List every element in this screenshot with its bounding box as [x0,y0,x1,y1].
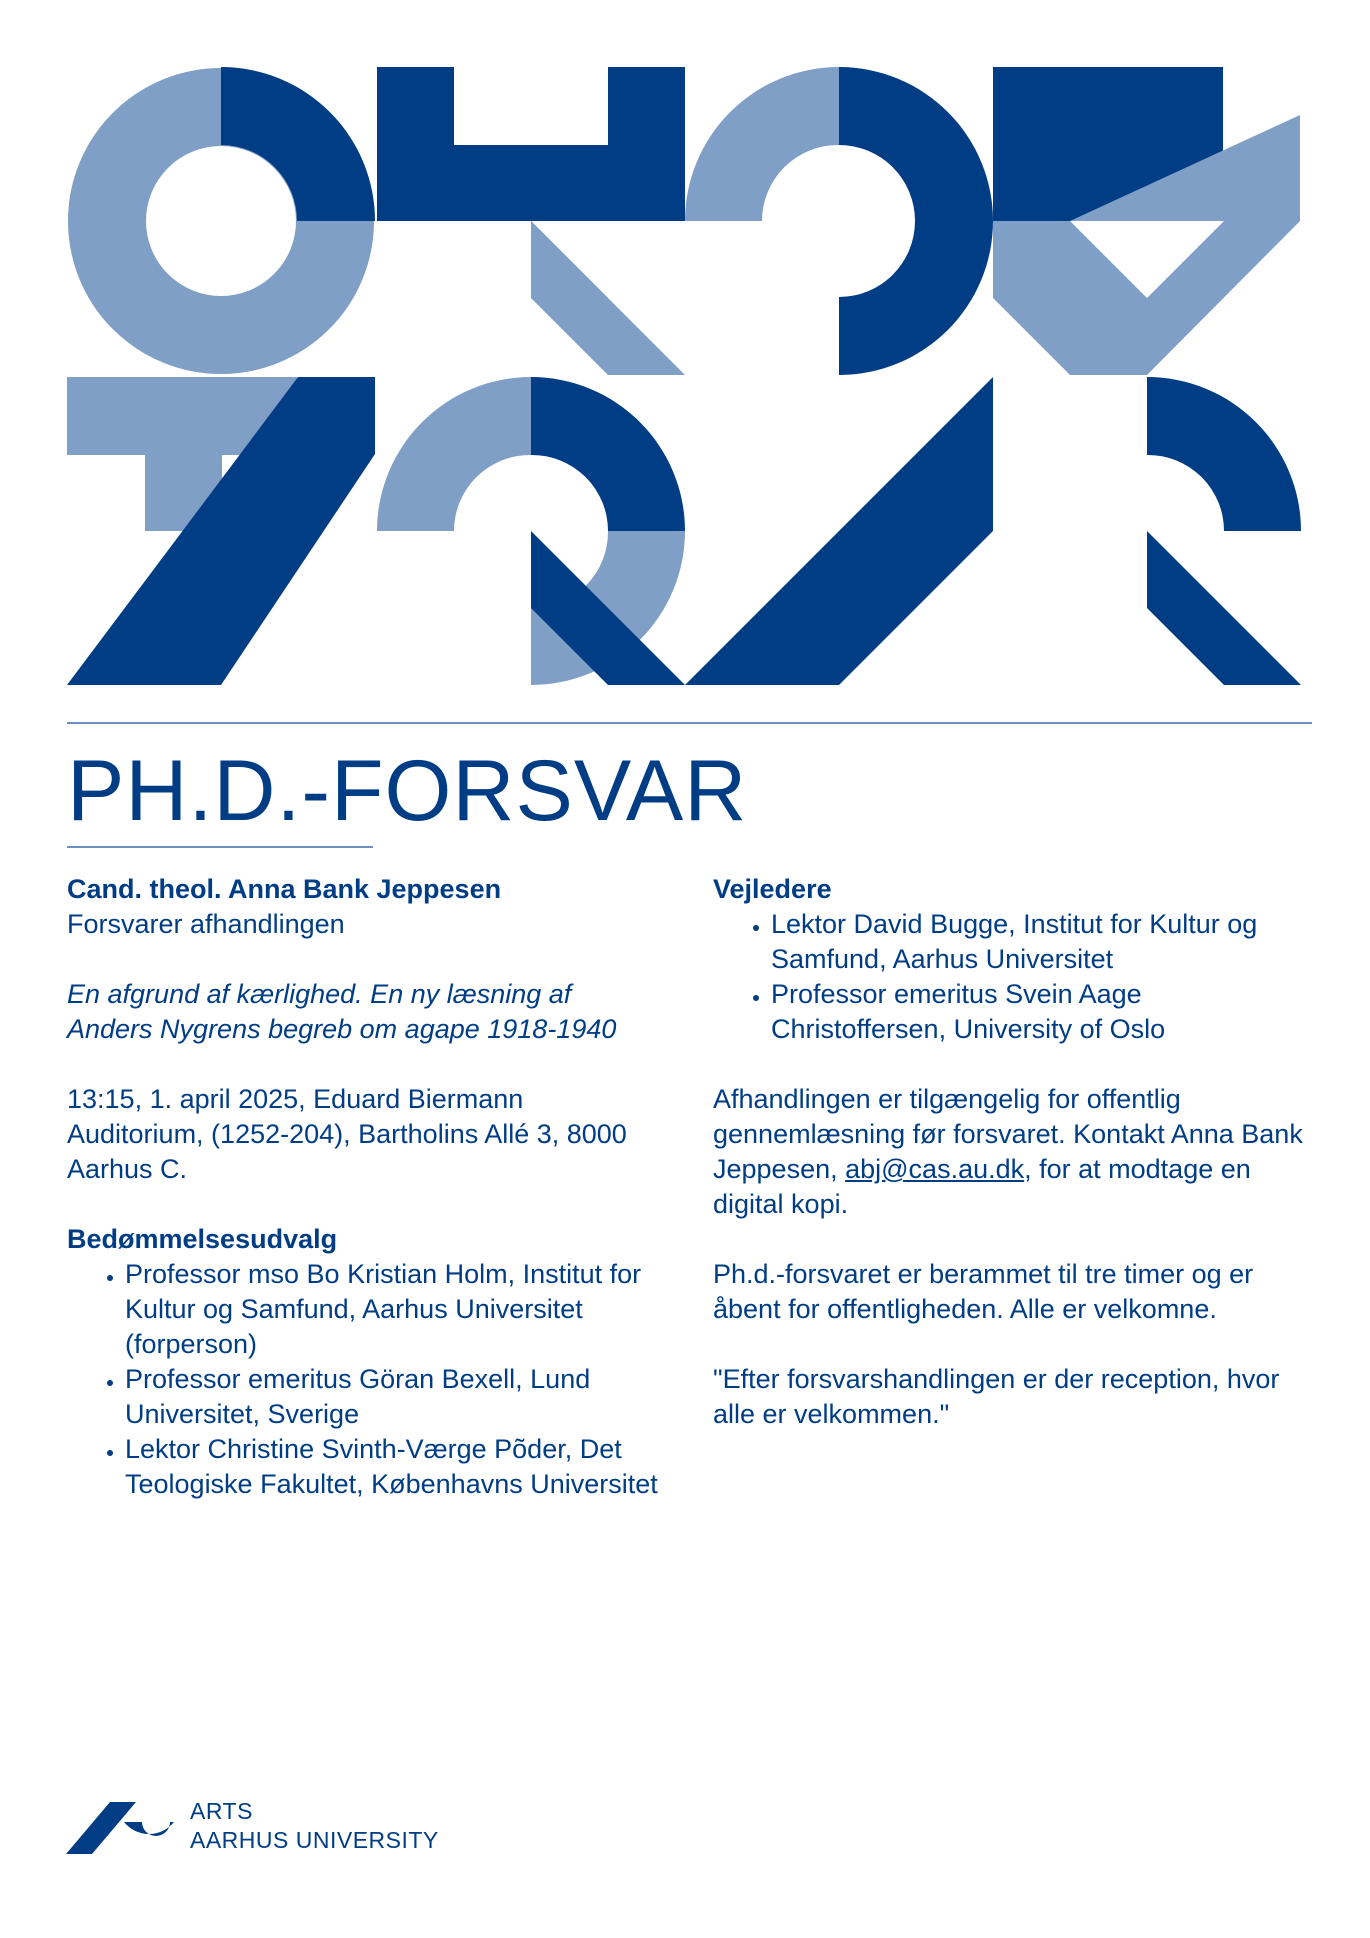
right-column [713,872,1303,1432]
tile-r [1147,377,1301,685]
list-item: • Professor mso Bo Kristian Holm, Institut for Kultur og Samfund, Aarhus Universitet (forperson) [125,1257,667,1362]
list-item: • Lektor Christine Svinth-Værge Põder, Det Teologiske Fakultet, Københavns Universitet [125,1432,667,1502]
tile-ring [107,67,375,335]
left-column [67,872,667,1502]
candidate-role: Forsvarer afhandlingen [67,909,345,939]
supervisors-heading: Vejledere [713,874,832,904]
logo-line-university: AARHUS UNIVERSITY [190,1827,439,1853]
tile-cross [67,377,375,685]
email-link[interactable]: abj@cas.au.dk [845,1154,1025,1184]
availability-text [713,1082,1303,1222]
committee-heading: Bedømmelsesudvalg [67,1224,338,1254]
reception-text: "Efter forsvarshandlingen er der reception, hvor alle er velkommen." [713,1364,1280,1429]
candidate-name: Cand. theol. Anna Bank Jeppesen [67,874,502,904]
list-item: • Lektor David Bugge, Institut for Kultur og Samfund, Aarhus Universitet [771,907,1303,977]
list-item: • Professor emeritus Göran Bexell, Lund Universitet, Sverige [125,1362,667,1432]
logo-text [190,1797,439,1855]
tile-bar [377,67,685,375]
thesis-title: En afgrund af kærlighed. En ny læsning af Anders Nygrens begreb om agape 1918-1940 [67,979,617,1044]
duration-text: Ph.d.-forsvaret er berammet til tre timer og er åbent for offentligheden. Alle er velkomne. [713,1259,1254,1324]
time-place: 13:15, 1. april 2025, Eduard Biermann Auditorium, (1252-204), Bartholins Allé 3, 8000 Aarhus C. [67,1084,627,1184]
tile-slash [685,377,993,685]
list-item: • Professor emeritus Svein Aage Christoffersen, University of Oslo [771,977,1303,1047]
availability-pre: Afhandlingen er tilgængelig for offentlig gennemlæsning før forsvaret. Kontakt Anna Bank Jeppesen, [713,1084,1303,1184]
title-underline [67,846,373,848]
logo-line-arts: ARTS [190,1798,253,1824]
page-title: PH.D.-FORSVAR [67,743,748,839]
top-divider [67,722,1312,724]
supervisors-list [713,907,1303,1047]
committee-list [67,1257,667,1502]
tile-arc [377,377,685,685]
hero-artwork [0,0,1370,700]
au-logo-icon [66,1798,174,1854]
availability-post: , for at modtage en digital kopi. [713,1154,1251,1219]
